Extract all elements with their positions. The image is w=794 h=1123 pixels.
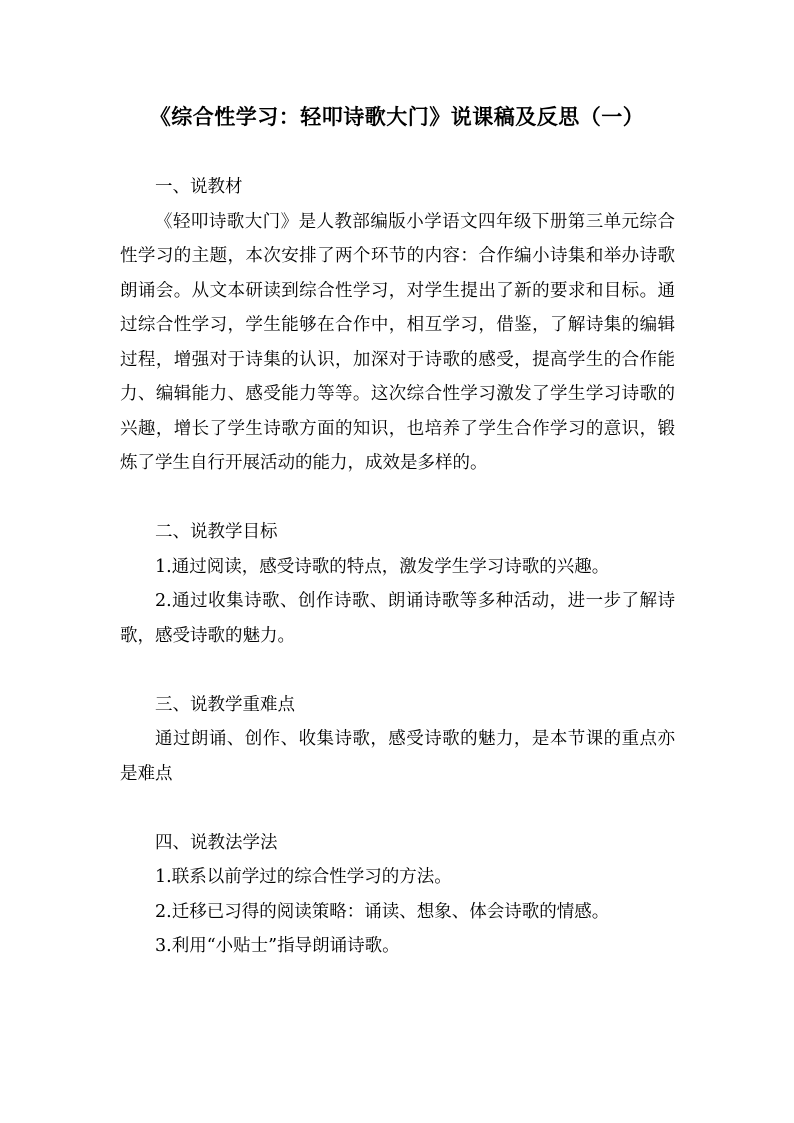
section-spacer bbox=[120, 791, 675, 826]
section-teaching-goals bbox=[120, 515, 675, 653]
document-title: 《综合性学习：轻叩诗歌大门》说课稿及反思（一） bbox=[149, 104, 645, 129]
document-body bbox=[120, 170, 675, 964]
section-paragraph: 1.联系以前学过的综合性学习的方法。 bbox=[155, 867, 452, 887]
section-heading: 三、说教学重难点 bbox=[155, 694, 295, 715]
section-heading: 二、说教学目标 bbox=[155, 522, 278, 542]
section-paragraph: 3.利用“小贴士”指导朗诵诗歌。 bbox=[155, 936, 400, 956]
section-heading: 四、说教法学法 bbox=[155, 832, 278, 853]
section-paragraph: 2.迁移已习得的阅读策略：诵读、想象、体会诗歌的情感。 bbox=[155, 901, 610, 922]
section-paragraph: 1.通过阅读，感受诗歌的特点，激发学生学习诗歌的兴趣。 bbox=[155, 556, 610, 577]
section-paragraph: 《轻叩诗歌大门》是人教部编版小学语文四年级下册第三单元综合性学习的主题，本次安排了两个环节的内容：合作编小诗集和举办诗歌朗诵会。从文本研读到综合性学习，对学生提出了新的要求和目标。通过综合性学习，学生能够在合作中，相互学习，借鉴，了解诗集的编辑过程，增强对于诗集的认识，加深对于诗歌的感受，提高学生的合作能力、编辑能力、感受能力等等。这次综合性学习激发了学生学习诗歌的兴趣，增长了学生诗歌方面的知识，也培养了学生合作学习的意识，锻炼了学生自行开展活动的能力，成效是多样的。 bbox=[120, 211, 675, 473]
section-paragraph: 2.通过收集诗歌、创作诗歌、朗诵诗歌等多种活动，进一步了解诗歌，感受诗歌的魅力。 bbox=[120, 591, 675, 646]
section-heading: 一、说教材 bbox=[155, 177, 243, 197]
section-spacer bbox=[120, 653, 675, 688]
section-paragraph: 通过朗诵、创作、收集诗歌，感受诗歌的魅力，是本节课的重点亦是难点 bbox=[120, 729, 675, 784]
section-teaching-materials bbox=[120, 170, 675, 481]
section-key-difficulties bbox=[120, 688, 675, 792]
section-teaching-methods bbox=[120, 826, 675, 964]
section-spacer bbox=[120, 481, 675, 516]
